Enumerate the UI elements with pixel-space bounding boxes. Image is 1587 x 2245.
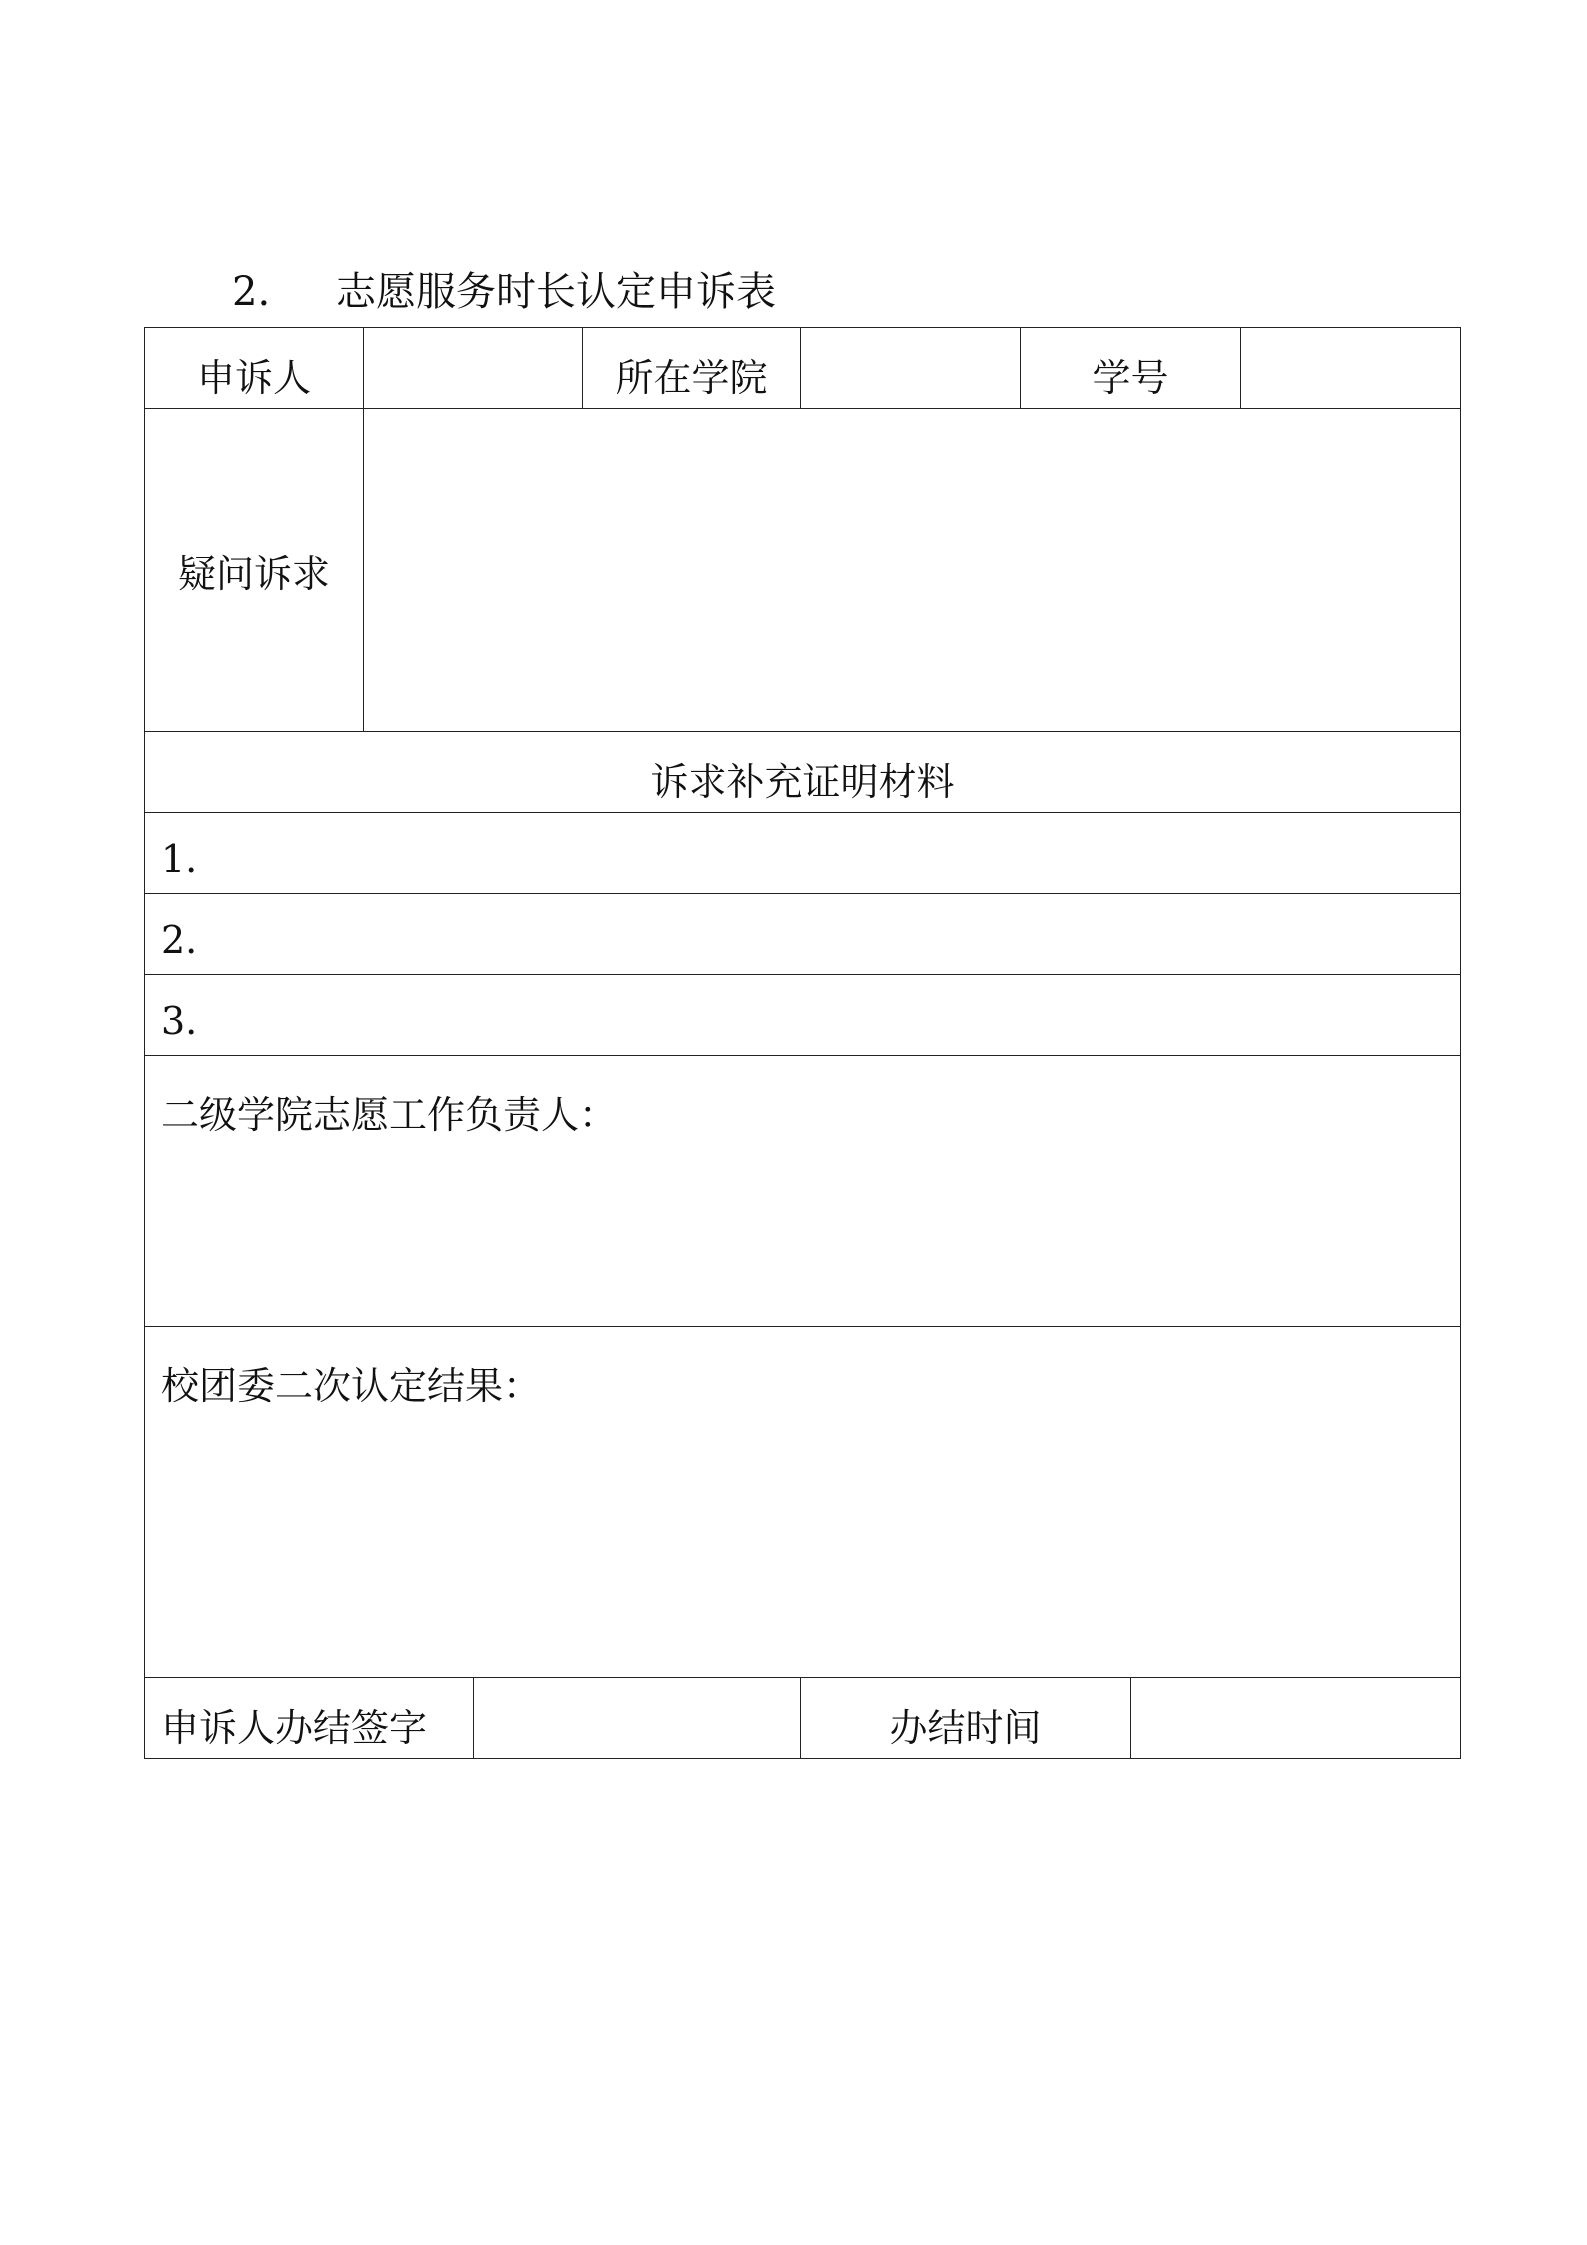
signature-row <box>145 1678 1461 1759</box>
college-value-cell[interactable] <box>801 328 1021 409</box>
heading-number: 2. <box>232 269 271 315</box>
date-label-cell <box>801 1678 1131 1759</box>
signature-label-cell <box>145 1678 474 1759</box>
supplement-item-3: 3. <box>161 999 198 1043</box>
appeal-form-table <box>144 327 1461 1759</box>
appellant-label: 申诉人 <box>196 355 311 400</box>
supplement-item-row <box>145 813 1461 894</box>
question-row <box>145 409 1461 732</box>
signature-value-cell[interactable] <box>474 1678 801 1759</box>
league-result-label: 校团委二次认定结果： <box>161 1364 542 1408</box>
college-officer-cell[interactable] <box>145 1056 1461 1327</box>
question-label: 疑问诉求 <box>177 551 330 596</box>
appellant-value-cell[interactable] <box>364 328 583 409</box>
college-label: 所在学院 <box>615 355 768 400</box>
heading-title: 志愿服务时长认定申诉表 <box>336 269 776 315</box>
supplement-item-cell[interactable] <box>145 975 1461 1056</box>
appellant-info-row <box>145 328 1461 409</box>
supplement-item-1: 1. <box>161 837 198 881</box>
question-label-cell <box>145 409 364 732</box>
supplement-header: 诉求补充证明材料 <box>650 759 955 804</box>
supplement-item-cell[interactable] <box>145 813 1461 894</box>
question-value-cell[interactable] <box>364 409 1461 732</box>
date-label: 办结时间 <box>889 1705 1042 1750</box>
date-value-cell[interactable] <box>1131 1678 1461 1759</box>
student-id-label: 学号 <box>1092 355 1169 400</box>
supplement-header-cell <box>145 732 1461 813</box>
supplement-item-row <box>145 894 1461 975</box>
form-heading <box>232 262 776 322</box>
league-result-cell[interactable] <box>145 1327 1461 1678</box>
student-id-label-cell <box>1021 328 1241 409</box>
student-id-value-cell[interactable] <box>1241 328 1461 409</box>
signature-label: 申诉人办结签字 <box>161 1705 428 1750</box>
college-officer-row <box>145 1056 1461 1327</box>
league-result-row <box>145 1327 1461 1678</box>
appellant-label-cell <box>145 328 364 409</box>
supplement-header-row <box>145 732 1461 813</box>
supplement-item-row <box>145 975 1461 1056</box>
supplement-item-cell[interactable] <box>145 894 1461 975</box>
college-label-cell <box>583 328 801 409</box>
college-officer-label: 二级学院志愿工作负责人： <box>161 1093 618 1137</box>
supplement-item-2: 2. <box>161 918 198 962</box>
